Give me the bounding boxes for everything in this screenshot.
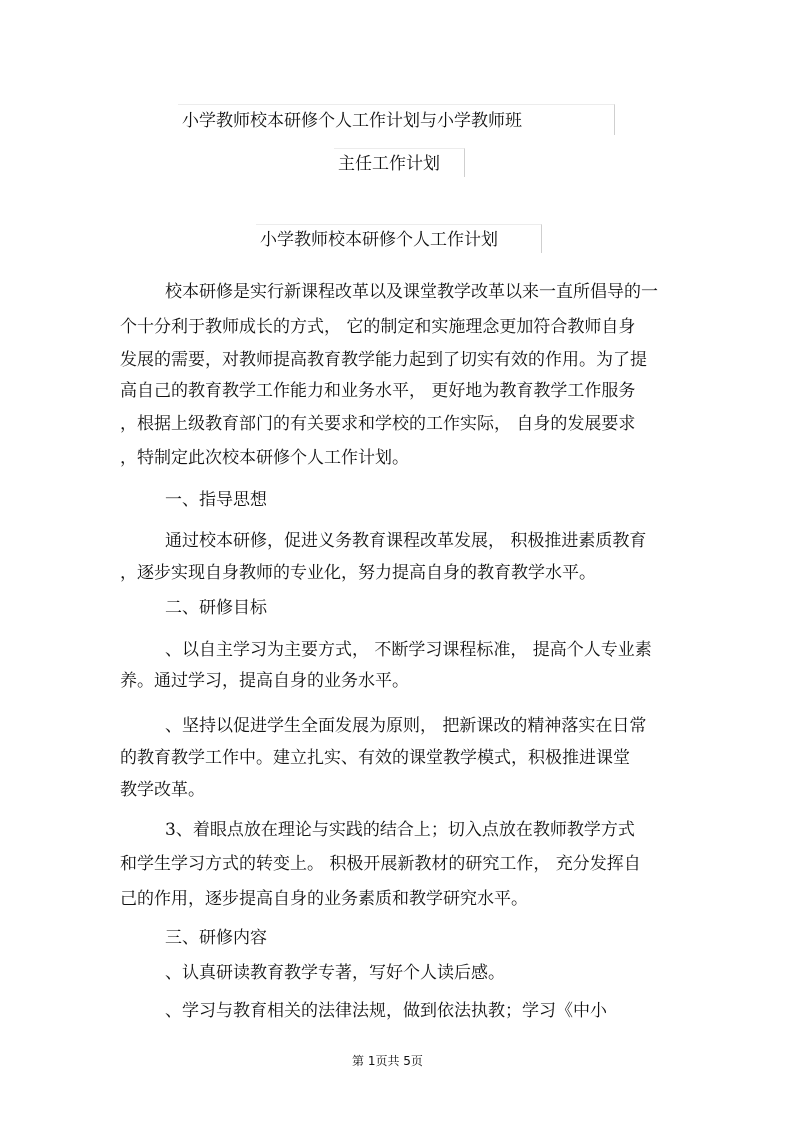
- intro-line-4: 高自己的教育教学工作能力和业务水平， 更好地为教育教学工作服务: [120, 381, 636, 401]
- goal3-line-3: 己的作用，逐步提高自身的业务素质和教学研究水平。: [120, 889, 528, 909]
- goal2-line-2: 的教育教学工作中。建立扎实、有效的课堂教学模式，积极推进课堂: [120, 748, 630, 768]
- section-heading-guiding-ideology: 一、指导思想: [165, 490, 267, 510]
- goal1-line-1: 、以自主学习为主要方式， 不断学习课程标准， 提高个人专业素: [165, 640, 652, 660]
- content-line-1: 、认真研读教育教学专著，写好个人读后感。: [165, 963, 505, 983]
- section1-line-2: ，逐步实现自身教师的专业化，努力提高自身的教育教学水平。: [120, 563, 596, 583]
- section1-line-1: 通过校本研修，促进义务教育课程改革发展， 积极推进素质教育: [165, 531, 647, 551]
- intro-line-2: 个十分利于教师成长的方式， 它的制定和实施理念更加符合教师自身: [120, 317, 636, 337]
- goal1-line-2: 养。通过学习，提高自身的业务水平。: [120, 671, 409, 691]
- document-title-line-2: 主任工作计划: [338, 154, 440, 174]
- intro-line-1: 校本研修是实行新课程改革以及课堂教学改革以来一直所倡导的一: [165, 282, 658, 302]
- goal3-line-1: 3、着眼点放在理论与实践的结合上；切入点放在教师教学方式: [165, 820, 635, 840]
- goal2-line-3: 教学改革。: [120, 780, 205, 800]
- content-line-2: 、学习与教育相关的法律法规，做到依法执教；学习《中小: [165, 1001, 607, 1021]
- goal2-line-1: 、坚持以促进学生全面发展为原则， 把新课改的精神落实在日常: [165, 716, 647, 736]
- intro-line-5: ，根据上级教育部门的有关要求和学校的工作实际， 自身的发展要求: [120, 414, 636, 434]
- intro-line-3: 发展的需要，对教师提高教育教学能力起到了切实有效的作用。为了提: [120, 350, 647, 370]
- section-heading-training-content: 三、研修内容: [165, 928, 267, 948]
- goal3-line-2: 和学生学习方式的转变上。 积极开展新教材的研究工作， 充分发挥自: [120, 854, 641, 874]
- document-subtitle: 小学教师校本研修个人工作计划: [260, 230, 498, 250]
- section-heading-training-goals: 二、研修目标: [165, 598, 267, 618]
- page-number-footer: 第 1页共 5页: [352, 1054, 423, 1068]
- intro-line-6: ，特制定此次校本研修个人工作计划。: [120, 448, 409, 468]
- document-title-line-1: 小学教师校本研修个人工作计划与小学教师班: [182, 111, 522, 131]
